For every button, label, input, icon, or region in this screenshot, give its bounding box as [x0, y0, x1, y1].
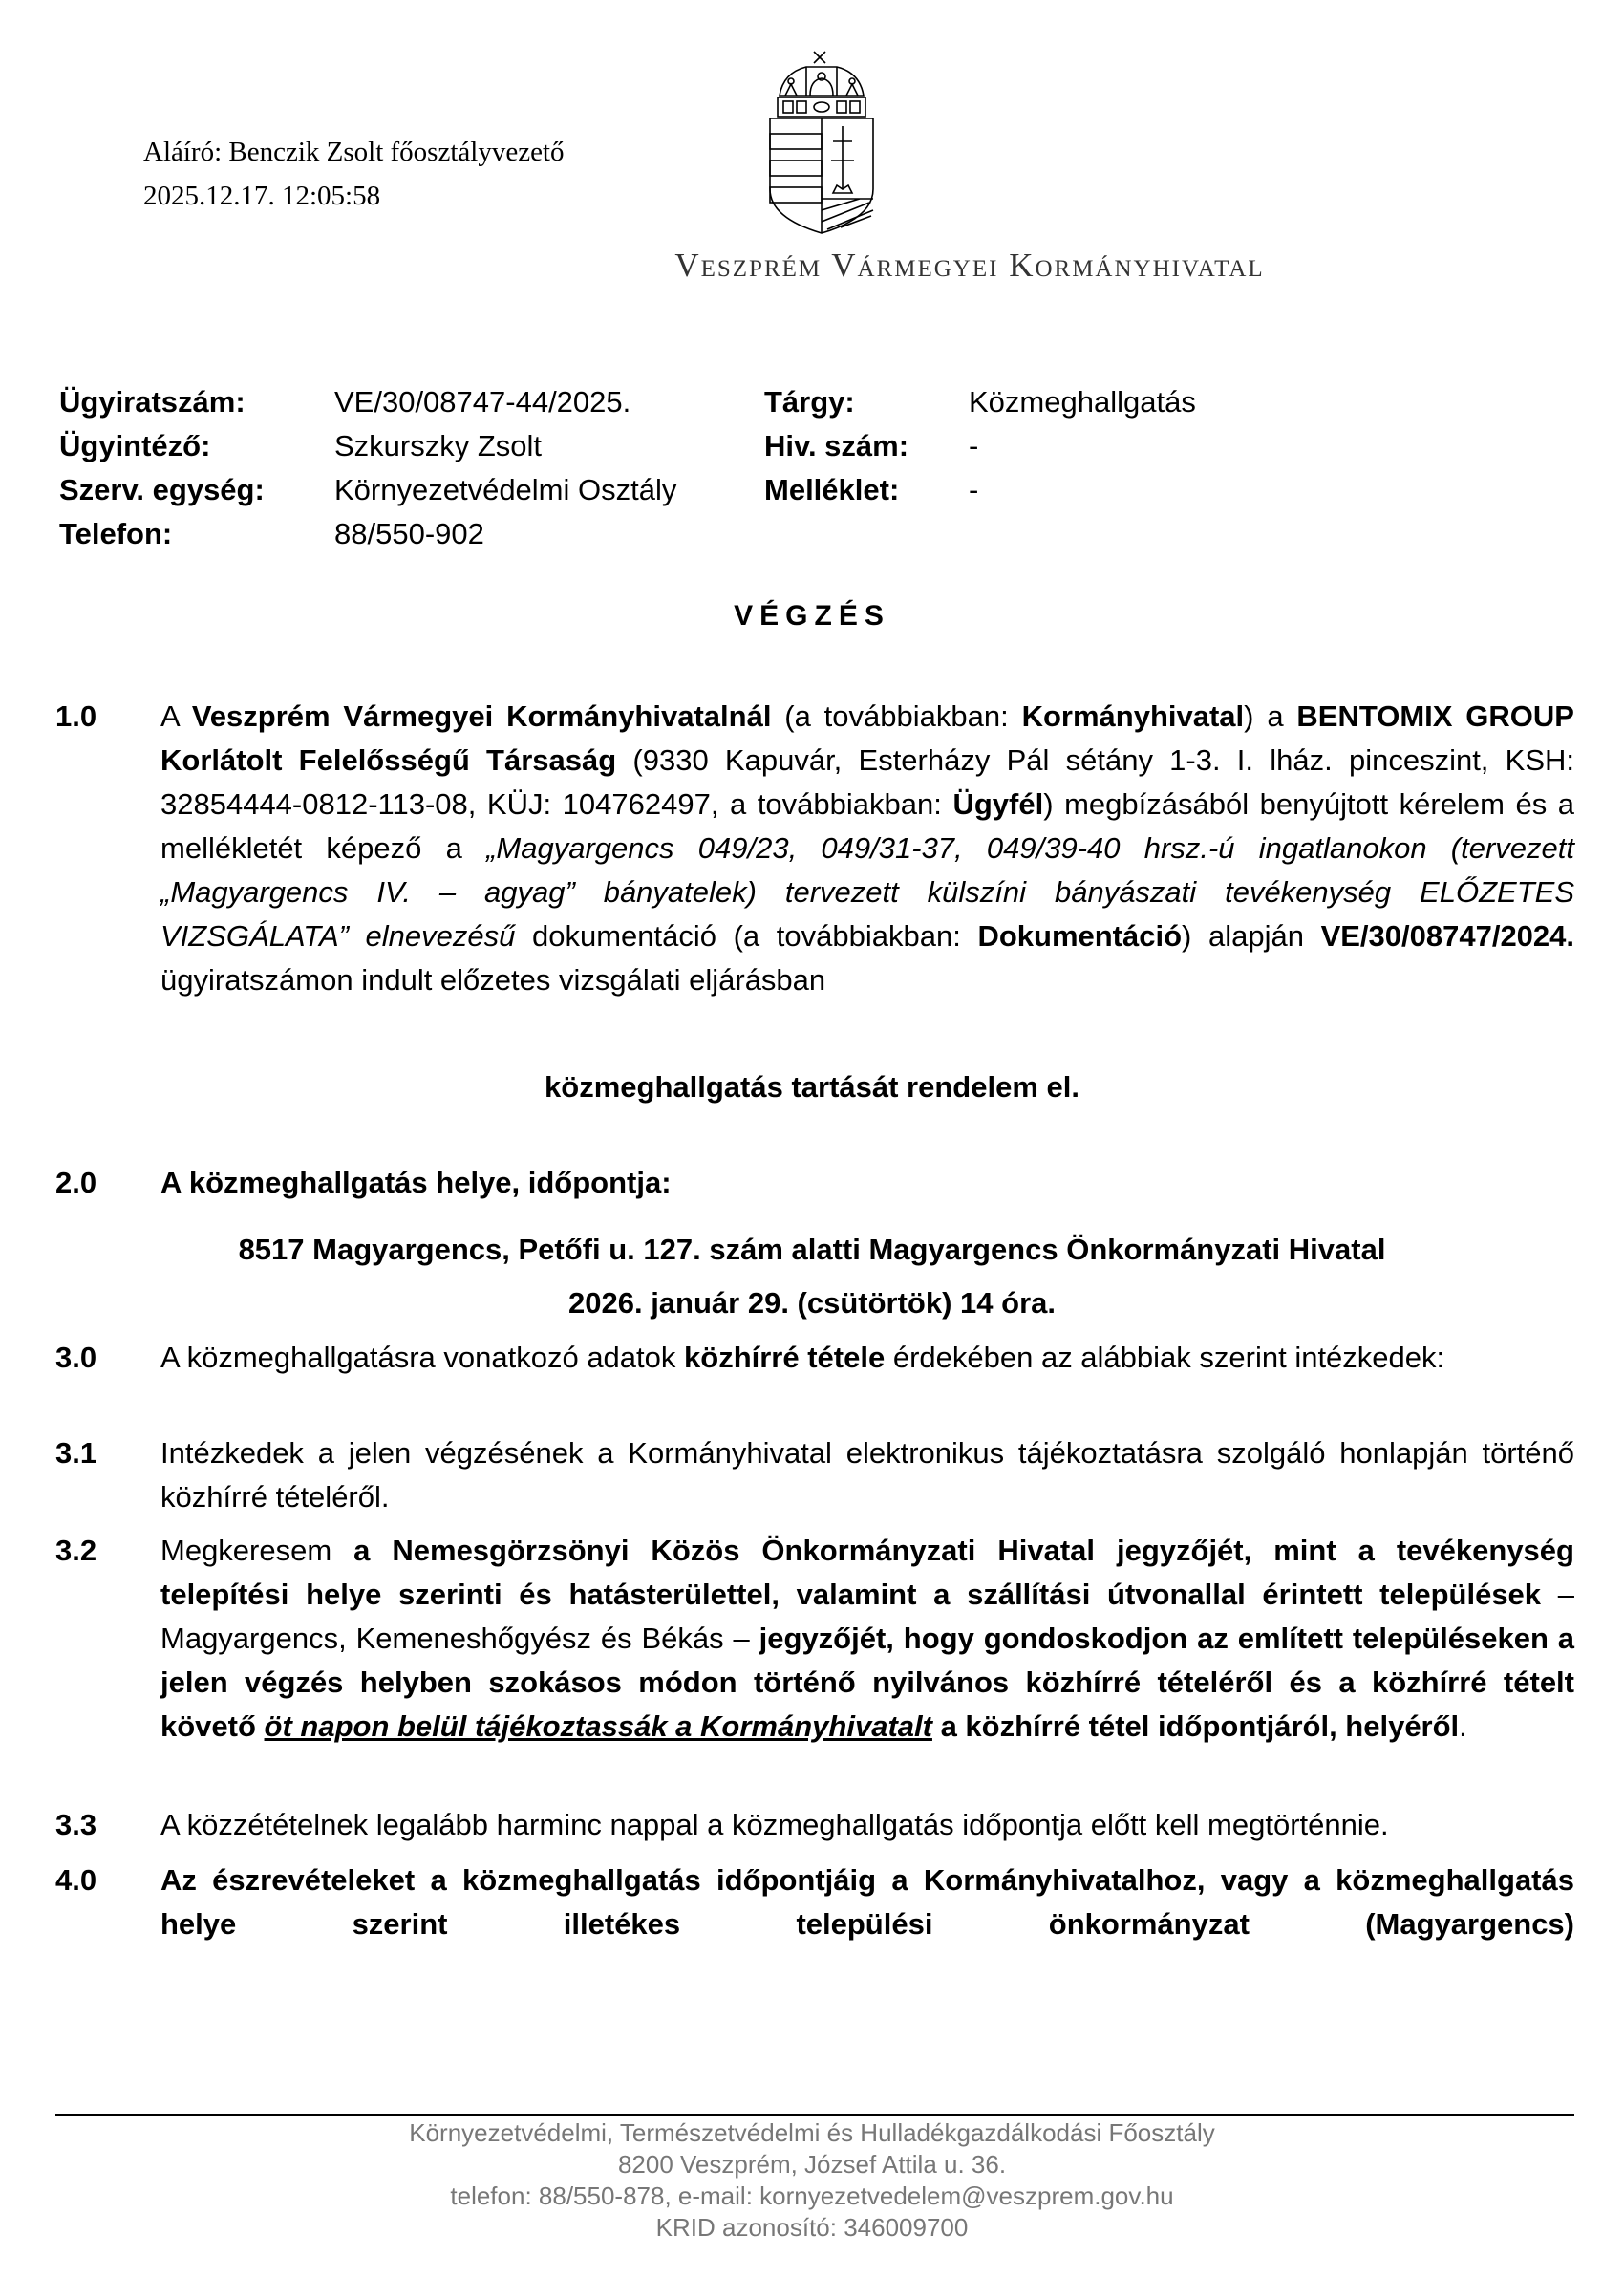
hearing-date: 2026. január 29. (csütörtök) 14 óra. — [568, 1286, 1056, 1320]
footer-address: 8200 Veszprém, József Attila u. 36. — [617, 2150, 1007, 2179]
meta-row: Telefon: 88/550-902 — [59, 517, 484, 550]
meta-row: Szerv. egység: Környezetvédelmi Osztály Melléklet: - — [59, 473, 979, 506]
agency-name: Veszprém Vármegyei Kormányhivatal — [674, 247, 1265, 284]
section-3-0: 3.0 A közmeghallgatásra vonatkozó adatok közhírré tétele érdekében az alábbiak szerint intézkedek: — [55, 1341, 1445, 1374]
document-title: VÉGZÉS — [734, 600, 890, 632]
signature-timestamp: 2025.12.17. 12:05:58 — [143, 181, 381, 211]
meta-row: Ügyintéző: Szkurszky Zsolt Hiv. szám: - — [59, 429, 979, 462]
decision-statement: közmeghallgatás tartását rendelem el. — [545, 1070, 1079, 1104]
digital-signature-block — [143, 130, 565, 218]
meta-row: Ügyiratszám: VE/30/08747-44/2025. Tárgy: Közmeghallgatás — [59, 385, 1196, 419]
section-3-3: 3.3 A közzétételnek legalább harminc nappal a közmeghallgatás időpontja előtt kell megtörténnie. — [55, 1808, 1389, 1841]
section-4-0: 4.0 Az észrevételeket a közmeghallgatás időpontjáig a Kormányhivatalhoz, vagy a közmeghallgatás helye szerint illetékes települési önkormányzat (Magyargencs) — [55, 1863, 1574, 1941]
footer-department: Környezetvédelmi, Természetvédelmi és Hulladékgazdálkodási Főosztály — [409, 2118, 1215, 2147]
section-1-0: 1.0 A Veszprém Vármegyei Kormányhivatalnál (a továbbiakban: Kormányhivatal) a BENTOMIX GROUP Korlátolt Felelősségű Társaság (9330 Kapuvár, Esterházy Pál sétány 1-3. I. lház. pinceszint, KSH: 32854444-0812-113-08, KÜJ: 104762497, a továbbiakban: Ügyfél) megbízásából benyújtott kérelem és a mellékletét képező a „Magyargencs 049/23, 049/31-37, 049/39-40 hrsz.-ú ingatlanokon (tervezett „Magyargencs IV. – agyag” bányatelek) tervezett külszíni bányászati tevékenység ELŐZETES VIZSGÁLATA” elnevezésű dokumentáció (a továbbiakban: Dokumentáció) alapján VE/30/08747/2024. ügyiratszámon indult előzetes vizsgálati eljárásban — [55, 699, 1575, 997]
footer — [0, 2117, 1624, 2244]
footer-krid: KRID azonosító: 346009700 — [655, 2213, 969, 2242]
section-3-2: 3.2 Megkeresem a Nemesgörzsönyi Közös Önkormányzati Hivatal jegyzőjét, mint a tevékenység telepítési helye szerinti és hatásterülettel, valamint a szállítási útvonallal érintett települések – Magyargencs, Kemeneshőgyész és Békás – jegyzőjét, hogy gondoskodjon az említett településeken a jelen végzés helyben szokásos módon történő nyilvános közhírré tételéről és a közhírré tételt követő öt napon belül tájékoztassák a Kormányhivatalt a közhírré tétel időpontjáról, helyéről. — [55, 1534, 1574, 1743]
signer-name: Aláíró: Benczik Zsolt főosztályvezető — [143, 137, 565, 167]
section-2-0: 2.0 A közmeghallgatás helye, időpontja: — [55, 1166, 672, 1199]
hearing-place: 8517 Magyargencs, Petőfi u. 127. szám alatti Magyargencs Önkormányzati Hivatal — [238, 1233, 1386, 1266]
footer-divider — [55, 2114, 1574, 2116]
footer-contact: telefon: 88/550-878, e-mail: kornyezetvedelem@veszprem.gov.hu — [450, 2181, 1174, 2210]
hungarian-coat-of-arms-icon — [764, 46, 879, 237]
section-3-1: 3.1 Intézkedek a jelen végzésének a Kormányhivatal elektronikus tájékoztatásra szolgáló honlapján történő közhírré tételéről. — [55, 1436, 1574, 1514]
case-metadata — [59, 380, 1196, 556]
